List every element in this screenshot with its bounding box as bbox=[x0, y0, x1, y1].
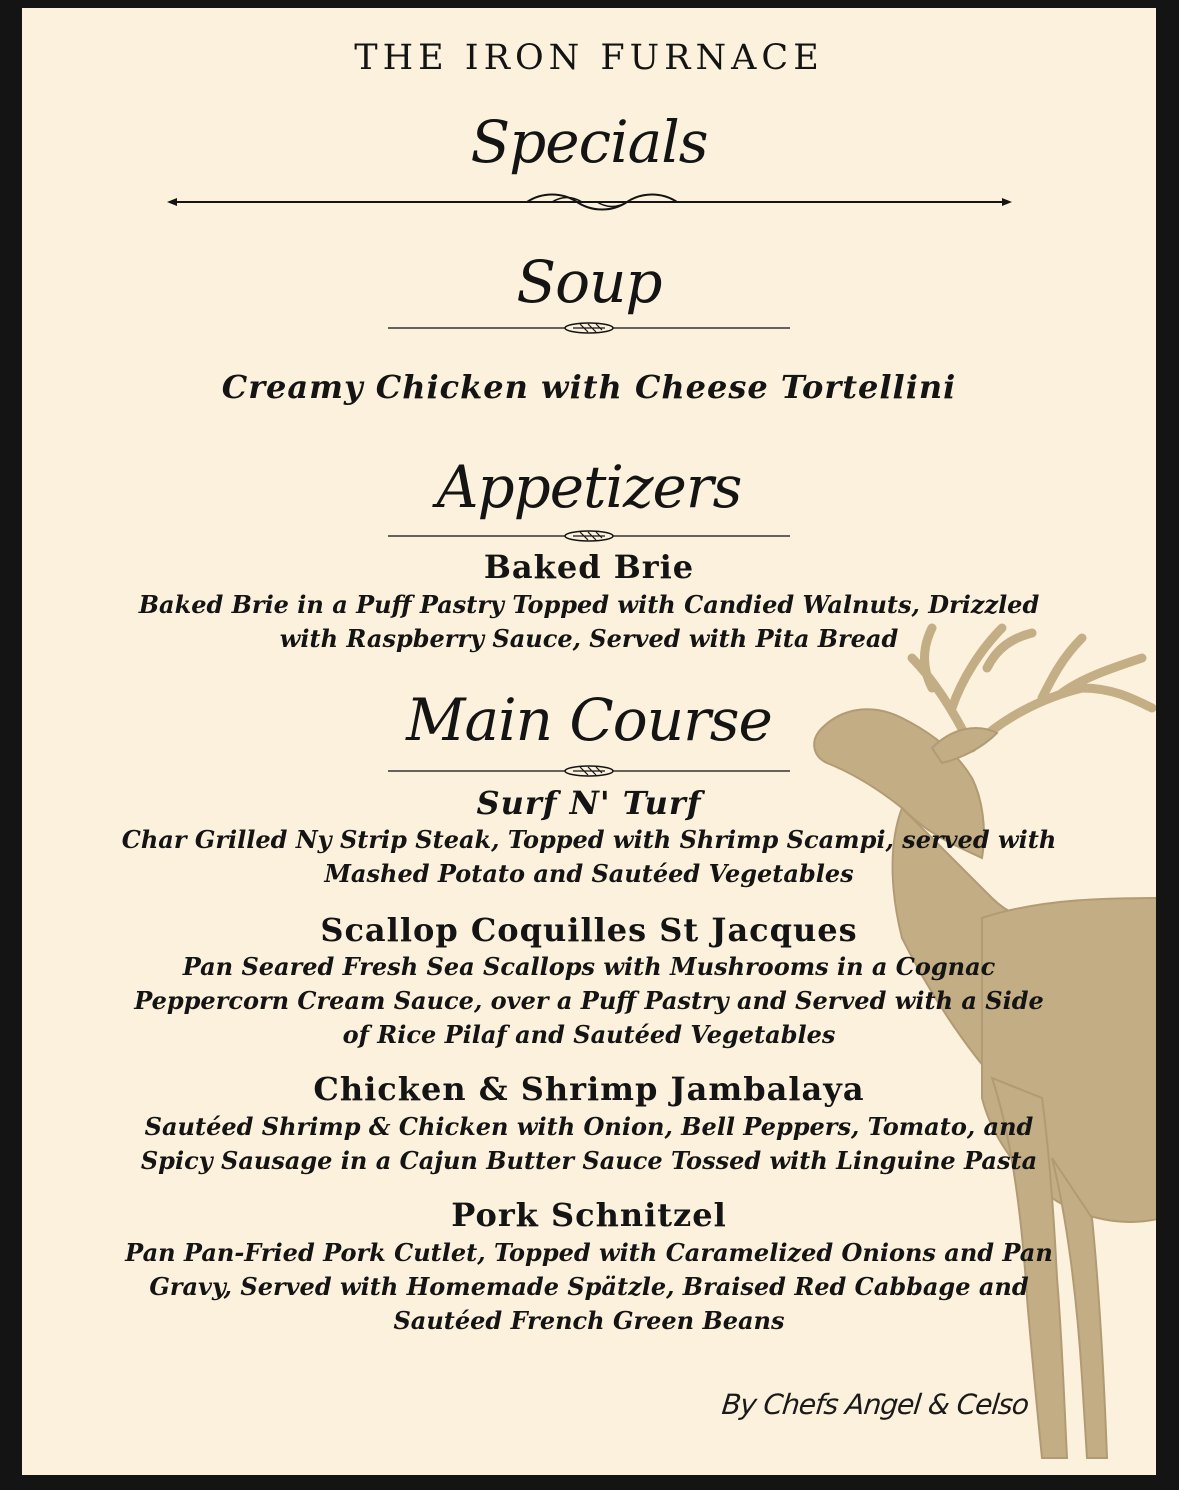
flourish-divider bbox=[388, 528, 790, 544]
flourish-divider bbox=[167, 190, 1012, 214]
appetizers-title: Appetizers bbox=[436, 453, 742, 521]
specials-heading: Specials bbox=[470, 108, 708, 176]
description-line: Sautéed Shrimp & Chicken with Onion, Bell Peppers, Tomato, and bbox=[144, 1112, 1034, 1141]
main-course-title: Main Course bbox=[406, 686, 772, 754]
menu-item-name: Scallop Coquilles St Jacques bbox=[320, 911, 858, 949]
description-line: Peppercorn Cream Sauce, over a Puff Pastry and Served with a Side bbox=[134, 986, 1044, 1015]
menu-item-name: Surf N' Turf bbox=[476, 784, 702, 822]
menu-item-name: Baked Brie bbox=[483, 548, 695, 586]
menu-page bbox=[22, 8, 1156, 1475]
description-line: Pan Pan-Fried Pork Cutlet, Topped with Caramelized Onions and Pan bbox=[125, 1238, 1053, 1267]
flourish-divider bbox=[388, 763, 790, 779]
description-line: of Rice Pilaf and Sautéed Vegetables bbox=[342, 1020, 836, 1049]
description-line: Spicy Sausage in a Cajun Butter Sauce Tossed with Linguine Pasta bbox=[140, 1146, 1038, 1175]
menu-item-description bbox=[22, 950, 1156, 1052]
description-line: Gravy, Served with Homemade Spätzle, Braised Red Cabbage and bbox=[149, 1272, 1029, 1301]
menu-item-description bbox=[22, 588, 1156, 656]
menu-item-description bbox=[22, 1236, 1156, 1338]
description-line: Baked Brie in a Puff Pastry Topped with Candied Walnuts, Drizzled bbox=[138, 590, 1040, 619]
soup-title: Soup bbox=[516, 248, 662, 316]
menu-item-name: Chicken & Shrimp Jambalaya bbox=[313, 1070, 865, 1108]
description-line: Char Grilled Ny Strip Steak, Topped with Shrimp Scampi, served with bbox=[121, 825, 1057, 854]
restaurant-name: THE IRON FURNACE bbox=[354, 38, 824, 78]
chef-signature: By Chefs Angel & Celso bbox=[720, 1388, 1030, 1421]
description-line: Mashed Potato and Sautéed Vegetables bbox=[324, 859, 854, 888]
description-line: Pan Seared Fresh Sea Scallops with Mushrooms in a Cognac bbox=[182, 952, 996, 981]
description-line: Sautéed French Green Beans bbox=[393, 1306, 785, 1335]
description-line: with Raspberry Sauce, Served with Pita Bread bbox=[279, 624, 899, 653]
flourish-divider bbox=[388, 320, 790, 336]
menu-item-description bbox=[22, 1110, 1156, 1178]
menu-item-name: Pork Schnitzel bbox=[451, 1196, 727, 1234]
soup-item: Creamy Chicken with Cheese Tortellini bbox=[221, 368, 957, 406]
menu-item-description bbox=[22, 823, 1156, 891]
